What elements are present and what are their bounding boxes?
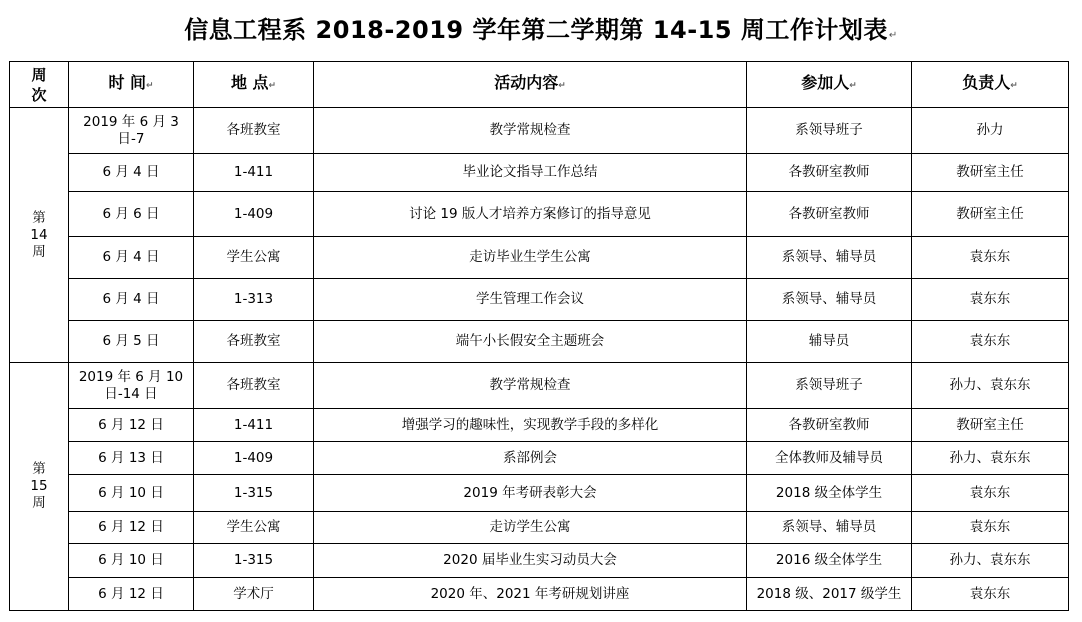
content-cell: 走访毕业生学生公寓 [314,237,747,279]
time-cell: 2019 年 6 月 3 日-7 [69,108,194,154]
place-cell: 各班教室 [194,321,314,363]
work-plan-table [9,61,1069,611]
document-title [0,10,1082,45]
paragraph-mark-icon: ↵ [888,30,898,41]
table-row [10,475,1069,512]
content-cell: 端午小长假安全主题班会 [314,321,747,363]
place-cell: 各班教室 [194,108,314,154]
header-responsible: 负责人↵ [912,62,1069,108]
responsible-cell: 袁东东 [912,475,1069,512]
participants-cell: 2018 级、2017 级学生 [747,578,912,611]
responsible-cell: 袁东东 [912,321,1069,363]
participants-cell: 各教研室教师 [747,154,912,192]
table-row [10,409,1069,442]
header-content: 活动内容↵ [314,62,747,108]
time-cell: 6 月 10 日 [69,475,194,512]
table-row [10,321,1069,363]
place-cell: 1-411 [194,154,314,192]
header-participants: 参加人↵ [747,62,912,108]
responsible-cell: 袁东东 [912,279,1069,321]
responsible-cell: 袁东东 [912,512,1069,544]
table-row [10,578,1069,611]
participants-cell: 系领导、辅导员 [747,279,912,321]
responsible-cell: 教研室主任 [912,154,1069,192]
responsible-cell: 教研室主任 [912,409,1069,442]
time-cell: 6 月 12 日 [69,409,194,442]
place-cell: 1-409 [194,442,314,475]
place-cell: 1-315 [194,544,314,578]
content-cell: 走访学生公寓 [314,512,747,544]
participants-cell: 全体教师及辅导员 [747,442,912,475]
header-week-line2: 次 [31,85,47,104]
content-cell: 毕业论文指导工作总结 [314,154,747,192]
table-row [10,544,1069,578]
table-row [10,279,1069,321]
participants-cell: 系领导班子 [747,108,912,154]
content-cell: 2020 届毕业生实习动员大会 [314,544,747,578]
time-cell: 6 月 13 日 [69,442,194,475]
header-week-line1: 周 [31,65,47,84]
place-cell: 各班教室 [194,363,314,409]
participants-cell: 各教研室教师 [747,409,912,442]
responsible-cell: 袁东东 [912,237,1069,279]
content-cell: 教学常规检查 [314,363,747,409]
table-row [10,363,1069,409]
participants-cell: 2016 级全体学生 [747,544,912,578]
participants-cell: 系领导、辅导员 [747,512,912,544]
content-cell: 2020 年、2021 年考研规划讲座 [314,578,747,611]
responsible-cell: 教研室主任 [912,192,1069,237]
header-time: 时 间↵ [69,62,194,108]
place-cell: 1-313 [194,279,314,321]
time-cell: 2019 年 6 月 10 日-14 日 [69,363,194,409]
table-row [10,512,1069,544]
place-cell: 1-315 [194,475,314,512]
time-cell: 6 月 12 日 [69,578,194,611]
week-14-label: 第 14 周 [10,108,69,363]
participants-cell: 辅导员 [747,321,912,363]
time-cell: 6 月 5 日 [69,321,194,363]
place-cell: 学生公寓 [194,237,314,279]
participants-cell: 2018 级全体学生 [747,475,912,512]
table-row [10,154,1069,192]
title-text: 信息工程系 2018-2019 学年第二学期第 14-15 周工作计划表 [184,16,888,44]
table-row [10,108,1069,154]
content-cell: 学生管理工作会议 [314,279,747,321]
place-cell: 学生公寓 [194,512,314,544]
content-cell: 增强学习的趣味性，实现教学手段的多样化 [314,409,747,442]
header-row [10,62,1069,108]
responsible-cell: 孙力 [912,108,1069,154]
time-cell: 6 月 12 日 [69,512,194,544]
time-cell: 6 月 4 日 [69,279,194,321]
participants-cell: 各教研室教师 [747,192,912,237]
content-cell: 2019 年考研表彰大会 [314,475,747,512]
header-week [10,62,69,108]
place-cell: 1-409 [194,192,314,237]
content-cell: 讨论 19 版人才培养方案修订的指导意见 [314,192,747,237]
table-row [10,192,1069,237]
responsible-cell: 袁东东 [912,578,1069,611]
content-cell: 系部例会 [314,442,747,475]
header-place: 地 点↵ [194,62,314,108]
time-cell: 6 月 6 日 [69,192,194,237]
table-row [10,237,1069,279]
responsible-cell: 孙力、袁东东 [912,442,1069,475]
place-cell: 学术厅 [194,578,314,611]
participants-cell: 系领导班子 [747,363,912,409]
participants-cell: 系领导、辅导员 [747,237,912,279]
responsible-cell: 孙力、袁东东 [912,363,1069,409]
content-cell: 教学常规检查 [314,108,747,154]
week-15-label: 第 15 周 [10,363,69,611]
time-cell: 6 月 4 日 [69,237,194,279]
place-cell: 1-411 [194,409,314,442]
time-cell: 6 月 4 日 [69,154,194,192]
responsible-cell: 孙力、袁东东 [912,544,1069,578]
time-cell: 6 月 10 日 [69,544,194,578]
table-row [10,442,1069,475]
